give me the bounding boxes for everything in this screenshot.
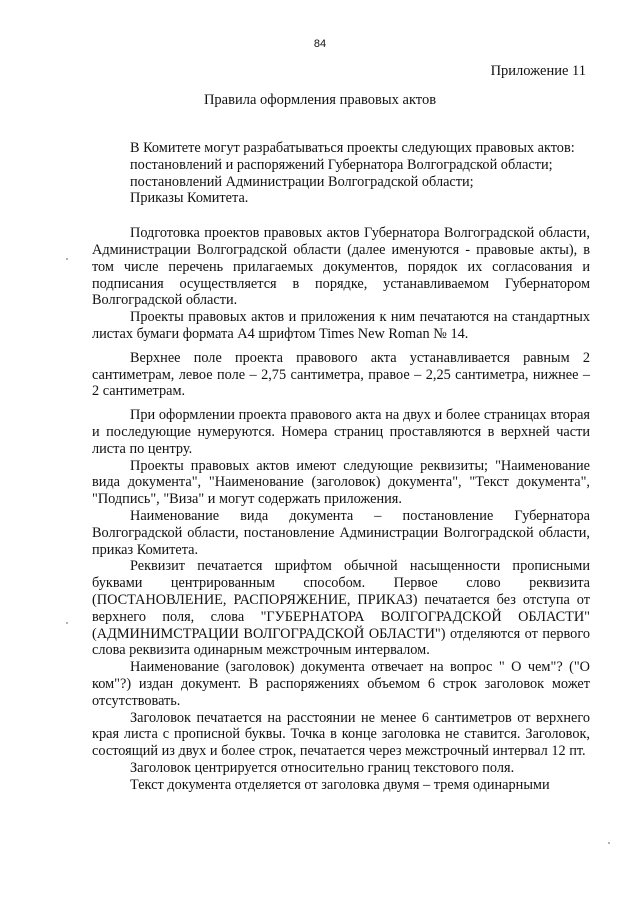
body-paragraph: Проекты правовых актов имеют следующие реквизиты; "Наименование вида документа", "Наименование (заголовок) документа", "Текст документа", "Подпись", "Виза" и могут содержать приложения.	[92, 457, 590, 508]
body-paragraph: Наименование вида документа – постановление Губернатора Волгоградской области, постановление Администрации Волгоградской области, приказ Комитета.	[92, 507, 590, 558]
page-number: 84	[313, 38, 327, 50]
spacer	[92, 400, 590, 407]
scan-speck	[608, 842, 610, 844]
appendix-label: Приложение 11	[490, 63, 586, 79]
body-paragraph: Заголовок центрируется относительно границ текстового поля.	[130, 759, 515, 776]
document-title: Правила оформления правовых актов	[203, 92, 437, 108]
intro-list-item: постановлений Администрации Волгоградской области;	[130, 173, 474, 190]
scan-speck	[66, 622, 68, 624]
body-paragraph: Наименование (заголовок) документа отвечает на вопрос " О чем"? ("О ком"?) издан документ. В распоряжениях объемом 6 строк заголовок может отсутствовать.	[92, 659, 590, 709]
scan-speck	[66, 258, 68, 260]
body-paragraph: При оформлении проекта правового акта на двух и более страницах вторая и последующие нумеруются. Номера страниц проставляются в верхней части листа по центру.	[92, 407, 590, 457]
body-paragraph: Подготовка проектов правовых актов Губернатора Волгоградской области, Администрации Волгоградской области (далее именуются - правовые акты), в том числе перечень прилагаемых документов, порядок их согласования и подписания осуществляется в порядке, устанавливаемом Губернатором Волгоградской области.	[92, 225, 590, 309]
spacer	[92, 207, 590, 225]
spacer	[92, 343, 590, 350]
document-body	[92, 140, 590, 793]
body-paragraph: Верхнее поле проекта правового акта устанавливается равным 2 сантиметрам, левое поле – 2,75 сантиметра, правое – 2,25 сантиметра, нижнее – 2 сантиметрам.	[92, 349, 590, 400]
intro-list-item: Приказы Комитета.	[130, 190, 249, 207]
body-paragraph: Текст документа отделяется от заголовка двумя – тремя одинарными	[130, 776, 550, 793]
body-paragraph: Проекты правовых актов и приложения к ним печатаются на стандартных листах бумаги формата А4 шрифтом Times New Roman № 14.	[92, 309, 590, 342]
intro-paragraph: В Комитете могут разрабатываться проекты следующих правовых актов:	[130, 140, 575, 156]
body-paragraph: Реквизит печатается шрифтом обычной насыщенности прописными буквами центрированным способом. Первое слово реквизита (ПОСТАНОВЛЕНИЕ, РАСПОРЯЖЕНИЕ, ПРИКАЗ) печатается без отступа от верхнего поля, слова "ГУБЕРНАТОРА ВОЛГОГРАДСКОЙ ОБЛАСТИ" (АДМИНИМСТРАЦИИ ВОЛГОГРАДСКОЙ ОБЛАСТИ") отделяются от первого слова реквизита одинарным межстрочным интервалом.	[92, 558, 590, 659]
intro-list-item: постановлений и распоряжений Губернатора Волгоградской области;	[130, 156, 553, 173]
body-paragraph: Заголовок печатается на расстоянии не менее 6 сантиметров от верхнего края листа с прописной буквы. Точка в конце заголовка не ставится. Заголовок, состоящий из двух и более строк, печатается через межстрочный интервал 12 пт.	[92, 709, 590, 760]
